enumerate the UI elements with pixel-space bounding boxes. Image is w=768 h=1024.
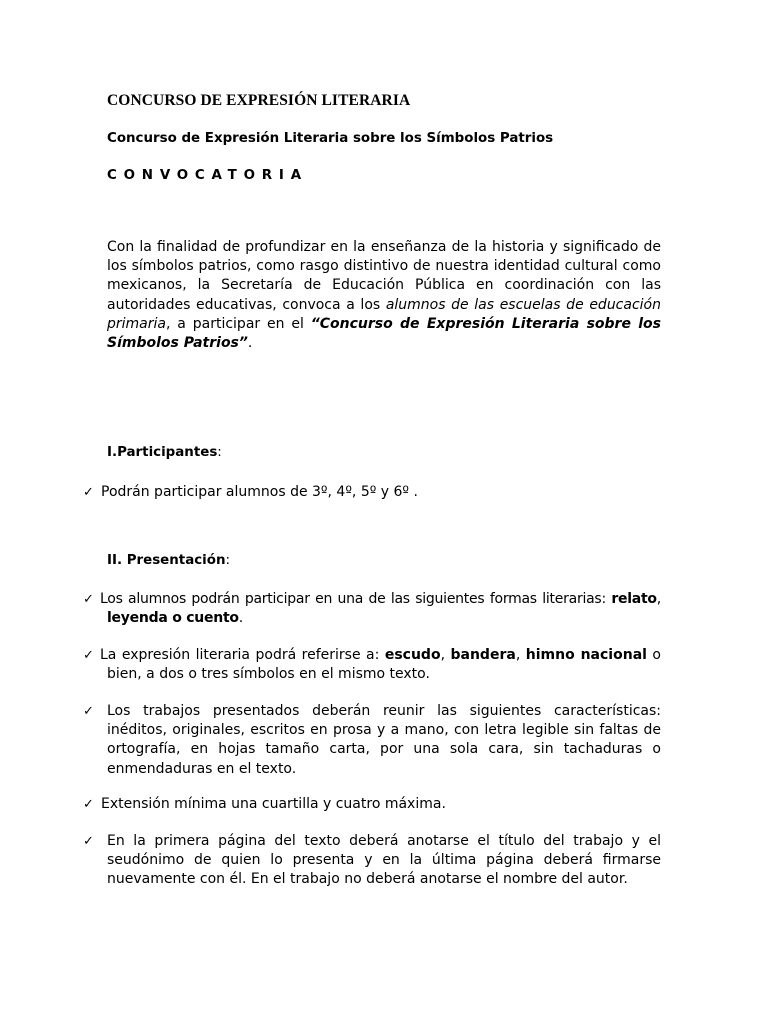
- section-colon: :: [225, 553, 231, 568]
- check-mark-icon: ✓: [83, 834, 94, 849]
- check-mark-icon: ✓: [83, 592, 94, 607]
- check-mark-icon: ✓: [83, 704, 94, 719]
- list-item-formas: [83, 590, 661, 628]
- list-item-extension: [83, 795, 661, 814]
- section-label: I.Participantes: [107, 445, 218, 460]
- item-text: Los alumnos podrán participar en una de las siguientes formas literarias:: [100, 591, 612, 607]
- intro-paragraph: [107, 238, 661, 353]
- intro-italic-text: alumnos de las escuelas de educación primaria: [107, 296, 661, 332]
- item-bold-text: leyenda o cuento: [107, 610, 239, 627]
- list-item-text: Los trabajos presentados deberán reunir las siguientes características: inéditos, originales, escritos en prosa y a mano, con letra legible sin faltas de ortografía, en hojas tamaño carta, por una sola cara, sin tachaduras o enmendaduras en el texto.: [107, 703, 661, 777]
- item-bold-text: bandera: [450, 647, 516, 663]
- document-title: CONCURSO DE EXPRESIÓN LITERARIA: [107, 92, 411, 109]
- intro-text-end: .: [247, 335, 253, 352]
- contest-name: “Concurso de Expresión Literaria sobre los Símbolos Patrios”: [107, 315, 661, 352]
- item-text: ,: [515, 647, 526, 663]
- item-text: ,: [440, 647, 451, 663]
- list-item-referirse: [83, 646, 661, 684]
- list-item-participantes: [83, 483, 661, 502]
- list-item-text: [83, 590, 661, 628]
- section-heading-presentacion: [107, 553, 230, 568]
- list-item-caracteristicas: [83, 702, 661, 779]
- item-bold-text: escudo: [384, 647, 441, 663]
- section-label: II. Presentación: [107, 553, 226, 568]
- item-text: o bien, a dos o tres símbolos en el mismo texto.: [107, 647, 662, 683]
- check-mark-icon: ✓: [83, 648, 94, 663]
- check-mark-icon: ✓: [83, 485, 94, 500]
- item-text: ,: [656, 591, 661, 607]
- intro-text-1: Con la finalidad de profundizar en la enseñanza de la historia y significado de los símbolos patrios, como rasgo distintivo de nuestra identidad cultural como mexicanos, la Secretaría de Educación Pública en coordinación con las autoridades educativas, convoca a los: [107, 239, 661, 313]
- section-colon: :: [217, 445, 222, 460]
- convocatoria-heading: CONVOCATORIA: [107, 168, 308, 183]
- item-bold-text: himno nacional: [525, 647, 647, 663]
- list-item-primera-pagina: [83, 832, 661, 890]
- item-text: La expresión literaria podrá referirse a:: [100, 647, 385, 663]
- document-subtitle: Concurso de Expresión Literaria sobre los Símbolos Patrios: [107, 131, 554, 146]
- intro-text-2: , a participar en el: [165, 315, 311, 332]
- list-item-text: En la primera página del texto deberá anotarse el título del trabajo y el seudónimo de quien lo presenta y en la última página deberá firmarse nuevamente con él. En el trabajo no deberá anotarse el nombre del autor.: [107, 833, 661, 888]
- list-item-text: [83, 646, 661, 684]
- check-mark-icon: ✓: [83, 797, 94, 812]
- item-text: .: [238, 610, 243, 627]
- item-bold-text: relato: [611, 591, 657, 607]
- list-item-text: Podrán participar alumnos de 3º, 4º, 5º y 6º .: [101, 484, 418, 500]
- list-item-text: Extensión mínima una cuartilla y cuatro máxima.: [101, 796, 446, 812]
- section-heading-participantes: [107, 445, 222, 460]
